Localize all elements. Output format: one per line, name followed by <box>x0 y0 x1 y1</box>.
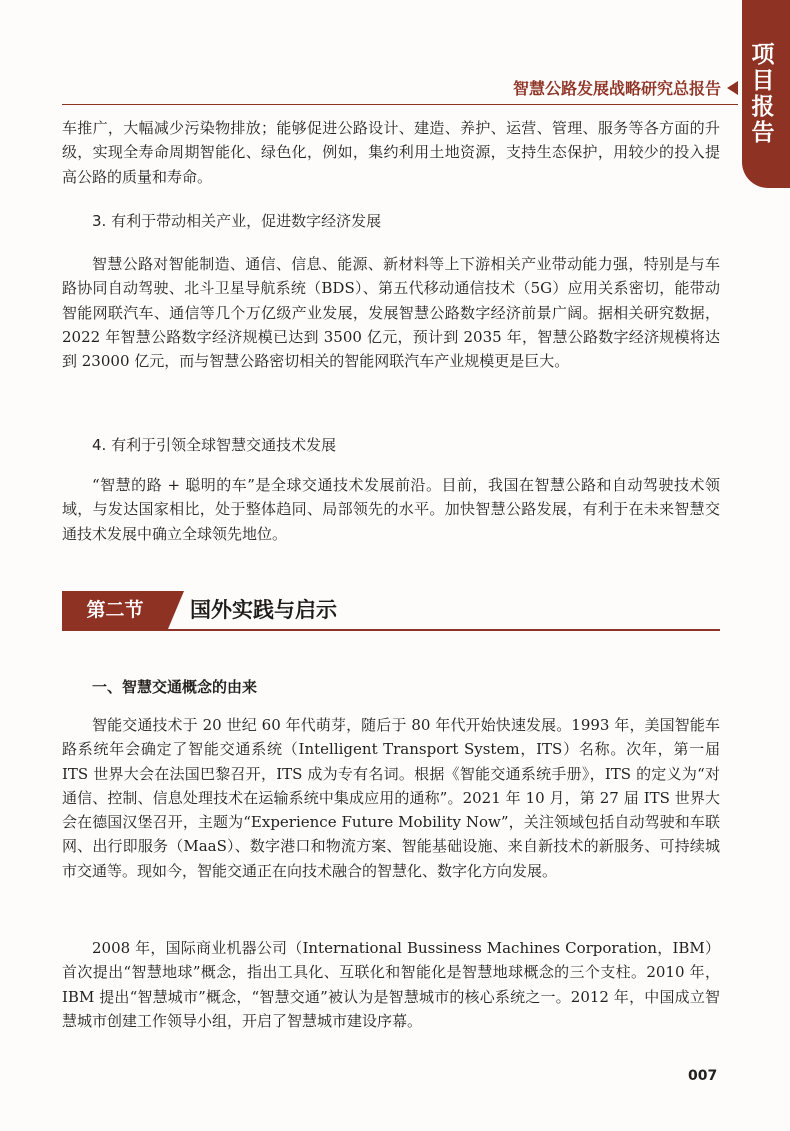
side-tab-label: 项目报告 <box>751 42 775 146</box>
running-header-title: 智慧公路发展战略研究总报告 <box>512 79 721 98</box>
paragraph-continuation: 车推广，大幅减少污染物排放；能够促进公路设计、建造、养护、运营、管理、服务等各方面的升级，实现全寿命周期智能化、绿色化，例如，集约利用土地资源，支持生态保护，用较少的投入提高公路的质量和寿命。 <box>62 119 720 186</box>
section-heading <box>62 591 720 631</box>
subsection-title: 一、智慧交通概念的由来 <box>92 678 258 696</box>
paragraph-global-leadership: “智慧的路 + 聪明的车”是全球交通技术发展前沿。目前，我国在智慧公路和自动驾驶技术领域，与发达国家相比，处于整体趋同、局部领先的水平。加快智慧公路发展，有利于在未来智慧交通技术发展中确立全球领先地位。 <box>62 476 720 543</box>
header-divider <box>62 104 738 105</box>
paragraph-its-history: 智能交通技术于 20 世纪 60 年代萌芽，随后于 80 年代开始快速发展。1993 年，美国智能车路系统年会确定了智能交通系统（Intelligent Transport System，ITS）名称。次年，第一届 ITS 世界大会在法国巴黎召开，ITS 成为专有名词。根据《智能交通系统手册》，ITS 的定义为“对通信、控制、信息处理技术在运输系统中集成应用的通称”。2021 年 10 月，第 27 届 ITS 世界大会在德国汉堡召开，主题为“Experience Future Mobility Now”，关注领域包括自动驾驶和车联网、出行即服务（MaaS）、数字港口和物流方案、智能基础设施、来自新技术的新服务、可持续城市交通等。现如今，智能交通正在向技术融合的智慧化、数字化方向发展。 <box>62 716 720 880</box>
paragraph-digital-economy: 智慧公路对智能制造、通信、信息、能源、新材料等上下游相关产业带动能力强，特别是与车路协同自动驾驶、北斗卫星导航系统（BDS）、第五代移动通信技术（5G）应用关系密切，能带动智能网联汽车、通信等几个万亿级产业发展，发展智慧公路数字经济前景广阔。据相关研究数据，2022 年智慧公路数字经济规模已达到 3500 亿元，预计到 2035 年，智慧公路数字经济规模将达到 23000 亿元，而与智慧公路密切相关的智能网联汽车产业规模更是巨大。 <box>62 255 720 371</box>
paragraph-smart-earth: 2008 年，国际商业机器公司（International Bussiness Machines Corporation，IBM）首次提出“智慧地球”概念，指出工具化、互联化和智能化是智慧地球概念的三个支柱。2010 年，IBM 提出“智慧城市”概念，“智慧交通”被认为是智慧城市的核心系统之一。2012 年，中国成立智慧城市创建工作领导小组，开启了智慧城市建设序幕。 <box>62 939 720 1030</box>
section-title: 国外实践与启示 <box>190 598 337 622</box>
section-label-notch <box>168 591 184 629</box>
section-label: 第二节 <box>62 591 168 629</box>
subheading-4: 4. 有利于引领全球智慧交通技术发展 <box>92 436 337 454</box>
section-divider <box>62 629 720 631</box>
subheading-3: 3. 有利于带动相关产业，促进数字经济发展 <box>92 212 382 230</box>
triangle-left-icon <box>727 81 738 95</box>
page-number: 007 <box>688 1068 718 1084</box>
side-tab <box>742 0 790 188</box>
running-header <box>513 76 738 99</box>
